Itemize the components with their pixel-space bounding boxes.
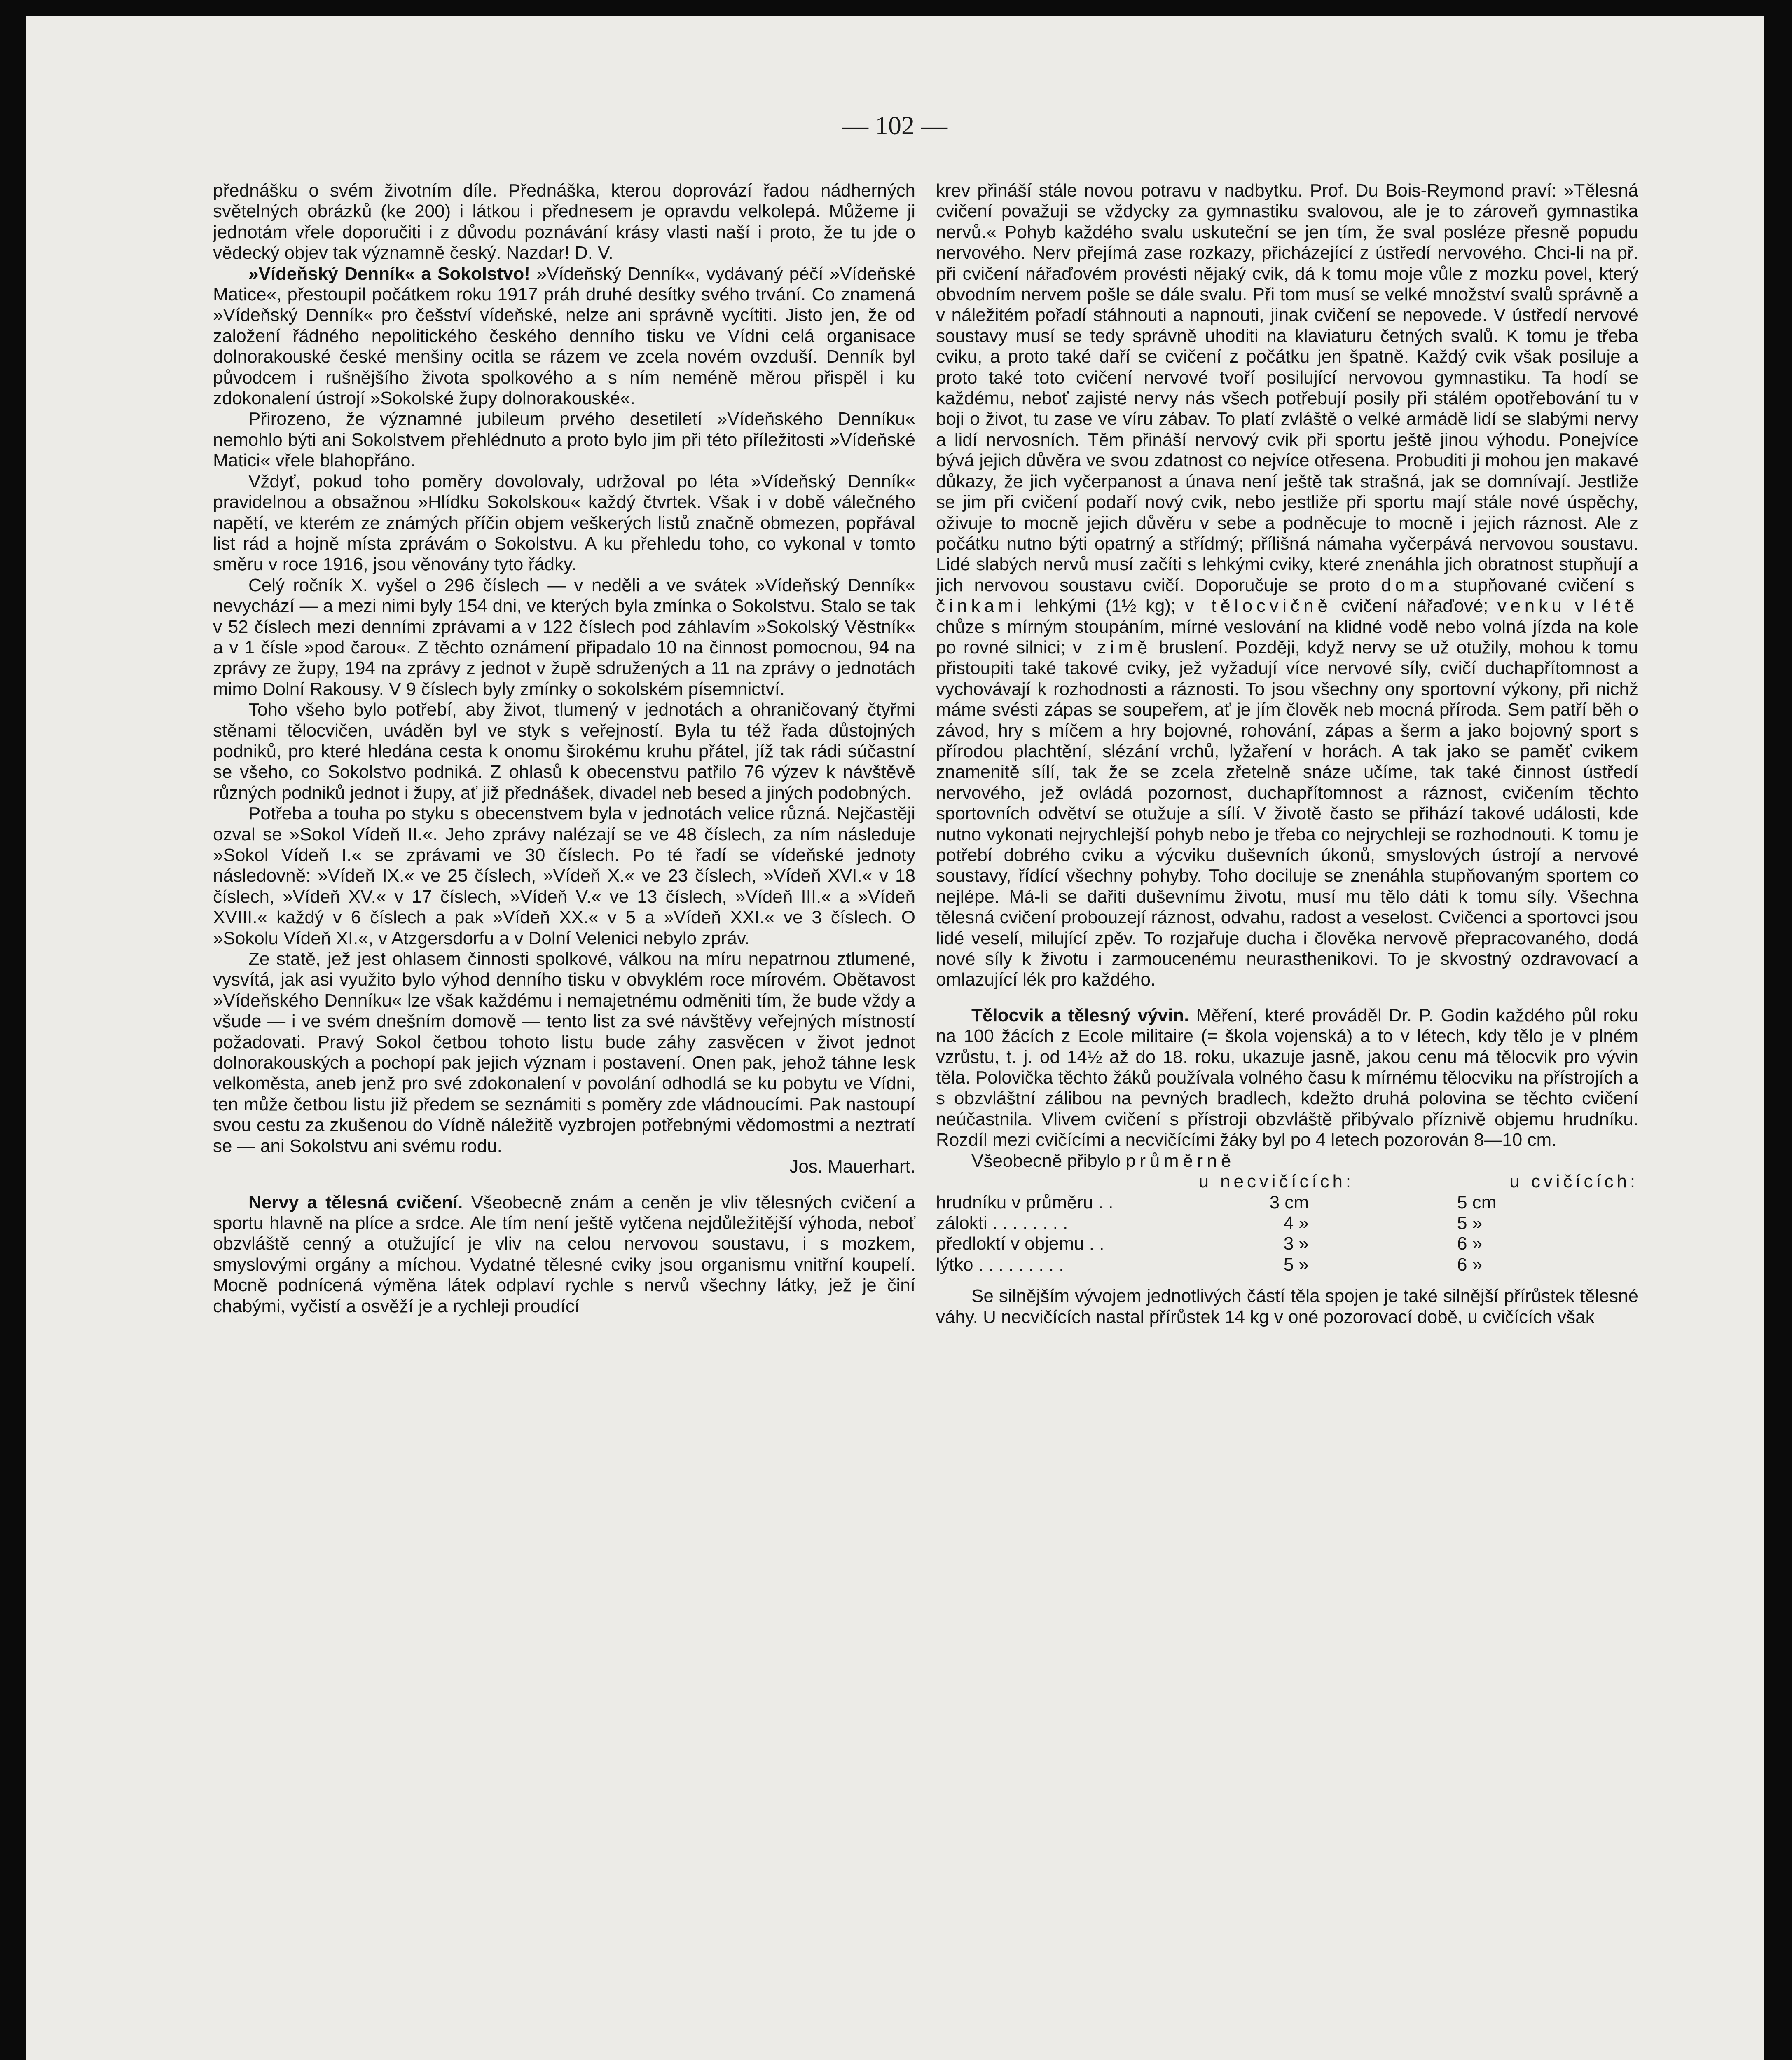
value-necvicici: 3 » — [1283, 1234, 1309, 1254]
paragraph — [936, 180, 1638, 990]
paragraph-text: stupňované cvičení — [1453, 575, 1614, 595]
paragraph-text: »Vídeňský Denník«, vydávaný péčí »Vídeňské Matice«, přestoupil počátkem roku 1917 práh druhé desítky svého trvání. Co znamená »Vídeňský Denník« pro češství vídeňské, nelze ani správně vycítiti. Jisto jen, že od založení řádného nepolitického českého denního tisku ve Vídni celá organisace dolnorakouské české menšiny ocitla se rázem ve zcela novém ovzduší. Denník byl původcem i rušnějšího života spolkového a s ním neméně měrou přispěl i ku zdokonalení ústrojí »Sokolské župy dolnorakouské«. — [213, 263, 915, 409]
row-label: předloktí v objemu . . — [936, 1234, 1104, 1254]
page-number: — 102 — — [842, 111, 947, 140]
paragraph — [936, 1151, 1638, 1171]
measurement-table — [936, 1171, 1638, 1275]
signature: Jos. Mauerhart. — [789, 1156, 915, 1177]
page — [26, 16, 1764, 2060]
table-row — [936, 1234, 1638, 1254]
value-cvicici: 6 » — [1457, 1234, 1483, 1254]
spaced-emphasis: v zimě — [1073, 637, 1151, 658]
spaced-emphasis: venku — [1497, 596, 1566, 616]
table-row — [936, 1213, 1638, 1234]
column-header: u necvičících: — [1198, 1171, 1354, 1192]
value-necvicici: 5 » — [1283, 1254, 1309, 1275]
paragraph-text: lehkými (1½ kg); — [1034, 596, 1176, 616]
value-necvicici: 3 cm — [1269, 1192, 1309, 1213]
left-column — [213, 180, 915, 1317]
right-column — [936, 180, 1638, 1327]
paragraph-text: Všeobecně přibylo — [971, 1150, 1121, 1171]
section-heading: »Vídeňský Denník« a Sokolstvo! — [248, 263, 531, 284]
paragraph — [213, 1192, 915, 1317]
paragraph: Ze statě, jež jest ohlasem činnosti spolkové, válkou na míru nepatrnou ztlumené, vysvítá, jak asi využito bylo výhod denního tisku v obvyklém roce mírovém. Obětavost »Vídeňského Denníku« lze však každému i nemajetnému odměniti tím, že bude vždy a všude — i ve svém dnešním domově — tento list za své návštěvy veřejných místností požadovati. Pravý Sokol četbou tohoto listu bude záhy zasvěcen v život jednot dolnorakouských a pochopí pak jejich význam i postavení. Onen pak, jehož táhne lesk velkoměsta, aneb jenž pro své zdokonalení v povolání odhodlá se ku pobytu ve Vídni, ten může četbou listu již předem se seznámiti s poměry zde vládnoucími. Pak nastoupí svou cestu za zkušenou do Vídně náležitě vyzbrojen potřebnými vědomostmi a neztratí se — ani Sokolstvu ani svému rodu. — [213, 949, 915, 1156]
value-cvicici: 6 » — [1457, 1254, 1483, 1275]
paragraph-text: krev přináší stále novou potravu v nadbytku. Prof. Du Bois-Reymond praví: »Tělesná cvičení považuji se vždycky za gymnastiku svalovou, ale je to zároveň gymnastika nervů.« Pohyb každého svalu uskuteční se jen tím, že sval posléze přesně popudu nervového. Nerv přejímá zase rozkazy, přicházející z ústředí nervového. Chci-li na př. při cvičení nářaďovém provésti nějaký cvik, dá k tomu moje vůle z mozku povel, který obvodním nervem pošle se dále svalu. Při tom musí se velké množství svalů správně a v náležitém pořadí stáhnouti a napnouti, jinak cvičení se nepovede. V ústředí nervové soustavy musí se tedy správně uhoditi na klaviaturu četných svalů. K tomu je třeba cviku, a proto také daří se cvičení z počátku jen špatně. Každý cvik však posiluje a proto také toto cvičení nervové tvoří posilující nervovou gymnastiku. Ta hodí se každému, neboť zajisté nervy nás všech potřebují posily při stálém opotřebování tu v boji o život, tu zase ve víru zábav. To platí zvláště o velké armádě lidí se slabými nervy a lidí nervosních. Těm přináší nervový cvik při sportu ještě jinou výhodu. Ponejvíce bývá jejich důvěra ve svou zdatnost co nejvíce otřesena. Probuditi ji mohou jen makavé důkazy, že jich vyčerpanost a únava není ještě tak strašná, jak se domnívají. Jestliže se jim při cvičení podaří nový cvik, nebo jestliže při sportu mají stále nové úspěchy, oživuje to mocně jejich důvěru v sebe a podněcuje to mocně i jejich ráznost. Ale z počátku nutno býti opatrný a střídmý; přílišná námaha vyčerpává nervovou soustavu. Lidé slabých nervů musí začíti s lehkými cviky, které znenáhla jich obratnost stupňují a jich nervovou soustavu cvičí. Doporučuje se proto — [936, 180, 1638, 595]
section-heading: Nervy a tělesná cvičení. — [248, 1192, 463, 1213]
paragraph-text: chůze s mírným stoupáním, mírné veslování na klidné vodě nebo volná jízda na kole po rovné silnici; — [936, 616, 1638, 658]
paragraph: přednášku o svém životním díle. Přednáška, kterou doprovází řadou nádherných světelných obrázků (ke 200) i látkou i přednesem je opravdu velkolepá. Můžeme ji jednotám vřele doporučiti i z důvodu poznávání krásy vlasti naší i proto, že tu jde o vědecký objev tak významně český. Nazdar! D. V. — [213, 180, 915, 263]
spaced-emphasis: průměrně — [1125, 1150, 1235, 1171]
table-row — [936, 1192, 1638, 1213]
paragraph: Vždyť, pokud toho poměry dovolovaly, udržoval po léta »Vídeňský Denník« pravidelnou a obsažnou »Hlídku Sokolskou« každý čtvrtek. Však i v době válečného napětí, ve kterém ze známých příčin objem veškerých listů značně obmezen, popřával list rád a hojně místa zprávám o Sokolstvu. A ku přehledu toho, co vykonal v tomto směru v roce 1916, jsou věnovány tyto řádky. — [213, 471, 915, 575]
paragraph: Celý ročník X. vyšel o 296 číslech — v neděli a ve svátek »Vídeňský Denník« nevychází — a mezi nimi byly 154 dni, ve kterých byla zmínka o Sokolstvu. Stalo se tak v 52 číslech mezi denními zprávami a v 122 číslech pod záhlavím »Sokolský Věstník« a v 1 čísle »pod čarou«. Z těchto oznámení připadalo 10 na činnost pomocnou, 94 na zprávy ze župy, 194 na zprávy z jednot v župě sdružených a 11 na zprávy o jednotách mimo Dolní Rakousy. V 9 číslech byly zmínky o sokolském písemnictví. — [213, 575, 915, 699]
paragraph-text: Měření, které prováděl Dr. P. Godin každého půl roku na 100 žácích z Ecole militaire (= škola vojenská) a to v létech, kdy tělo je v plném vzrůstu, t. j. od 14½ až do 18. roku, ukazuje jasně, jakou cenu má tělocvik pro vývin těla. Polovička těchto žáků používala volného času k mírnému tělocviku na přístrojích a s obzvláštní zálibou na pevných bradlech, kdežto druhá polovina se těchto cvičení neúčastnila. Vlivem cvičení s přístroji obzvláště přibývalo příznivě objemu hrudníku. Rozdíl mezi cvičícími a necvičícími žáky byl po 4 letech pozorován 8—10 cm. — [936, 1005, 1638, 1150]
column-header: u cvičících: — [1509, 1171, 1638, 1192]
spaced-emphasis: v tělocvičně — [1185, 596, 1332, 616]
paragraph-text: bruslení. Později, když nervy se už otužily, mohou k tomu přistoupiti také takové cviky, jež vyžadují více nervové síly, cvičí duchapřítomnost a vychovávají k rozhodnosti a ráznosti. To jsou všechny ony sportovní výkony, při nichž máme svésti zápas se soupeřem, ať je jím člověk neb mocná příroda. Sem patří běh o závod, hry s míčem a hry bojovné, rohování, zápas a šerm a jako bojovný sport s přírodou plachtění, slézání vrchů, lyžaření v horách. A tak jako se paměť cvikem znamenitě sílí, tak že se zcela zřetelně snáze učíme, tak také činnost ústředí nervového, jež ovládá pozornost, duchapřítomnost a ráznost, cvičením těchto sportovních odvětví se otužuje a sílí. V životě často se přihází takové události, kde nutno vykonati nejrychlejší pohyb nebo je třeba co nejrychleji se rozhodnouti. K tomu je potřebí dobrého cviku a výcviku duševních úkonů, smyslových ústrojí a nervové soustavy, řídící všechny pohyby. Toho dociluje se znenáhla stupňovaným sportem co nejlépe. Má-li se dařiti duševnímu životu, musí mu tělo dáti k tomu síly. Všechna tělesná cvičení probouzejí ráznost, odvahu, radost a veselost. Cvičenci a sportovci jsou lidé veselí, milující zpěv. To rozjařuje ducha i člověka nervově přepracovaného, dodá nové síly k životu i zarmoucenému neurasthenikovi. To je skvostný ozdravovací a omlazující lék pro každého. — [936, 637, 1638, 990]
value-necvicici: 4 » — [1283, 1213, 1309, 1233]
section-heading: Tělocvik a tělesný vývin. — [971, 1005, 1189, 1025]
paragraph — [213, 264, 915, 409]
paragraph: Přirozeno, že významné jubileum prvého desetiletí »Vídeňského Denníku« nemohlo býti ani Sokolstvem přehlédnuto a proto bylo jim při této příležitosti »Vídeňské Matici« vřele blahopřáno. — [213, 409, 915, 471]
value-cvicici: 5 » — [1457, 1213, 1483, 1233]
value-cvicici: 5 cm — [1457, 1192, 1497, 1213]
paragraph — [936, 1005, 1638, 1151]
table-header-row — [936, 1171, 1638, 1192]
spaced-emphasis: doma — [1381, 575, 1443, 595]
paragraph-text: cvičení nářaďové; — [1340, 596, 1488, 616]
paragraph-text: Všeobecně znám a ceněn je vliv tělesných cvičení a sportu hlavně na plíce a srdce. Ale tím není ještě vytčena nejdůležitější výhoda, neboť obzvláště cenný a otužující je vliv na celou nervovou soustavu, i s mozkem, smyslovými orgány a míchou. Vydatné tělesné cviky jsou organismu vnitřní koupelí. Mocně podnícená výměna látek odplaví rychle s nervů všechny látky, jež je činí chabými, vyčistí a osvěží je a rychleji proudící — [213, 1192, 916, 1316]
paragraph: Toho všeho bylo potřebí, aby život, tlumený v jednotách a ohraničovaný čtyřmi stěnami tělocvičen, uváděn byl ve styk s veřejností. Byla tu též řada důstojných podniků, pro které hledána cesta k onomu širokému kruhu přátel, jíž tak rádi súčastní se všeho, co Sokolstvo podniká. Z ohlasů k obecenstvu patřilo 76 výzev k návštěvě různých podniků jednot i župy, ať již přednášek, divadel neb besed a jiných podobných. — [213, 700, 915, 803]
table-row — [936, 1255, 1638, 1275]
row-label: hrudníku v průměru . . — [936, 1192, 1114, 1213]
paragraph-text: v — [1575, 596, 1584, 616]
row-label: lýtko . . . . . . . . . — [936, 1254, 1064, 1275]
spaced-emphasis: létě — [1593, 596, 1638, 616]
paragraph: Se silnějším vývojem jednotlivých částí těla spojen je také silnější přírůstek tělesné váhy. U necvičících nastal přírůstek 14 kg v oné pozorovací době, u cvičících však — [936, 1286, 1638, 1327]
paragraph: Potřeba a touha po styku s obecenstvem byla v jednotách velice různá. Nejčastěji ozval se »Sokol Vídeň II.«. Jeho zprávy nalézají se ve 48 číslech, za ním následuje »Sokol Vídeň I.« se zprávami ve 30 číslech. Po té řadí se vídeňské jednoty následovně: »Vídeň IX.« ve 25 číslech, »Vídeň X.« ve 23 číslech, »Vídeň XVI.« v 18 číslech, »Vídeň XV.« v 17 číslech, »Vídeň V.« ve 13 číslech, »Vídeň III.« a »Vídeň XVIII.« každý v 6 číslech a pak »Vídeň XX.« v 5 a »Vídeň XXI.« ve 3 číslech. O »Sokolu Vídeň XI.«, v Atzgersdorfu a v Dolní Velenici nebylo zpráv. — [213, 803, 915, 948]
spaced-emphasis: s činkami — [936, 575, 1639, 616]
row-label: zálokti . . . . . . . . — [936, 1213, 1068, 1233]
